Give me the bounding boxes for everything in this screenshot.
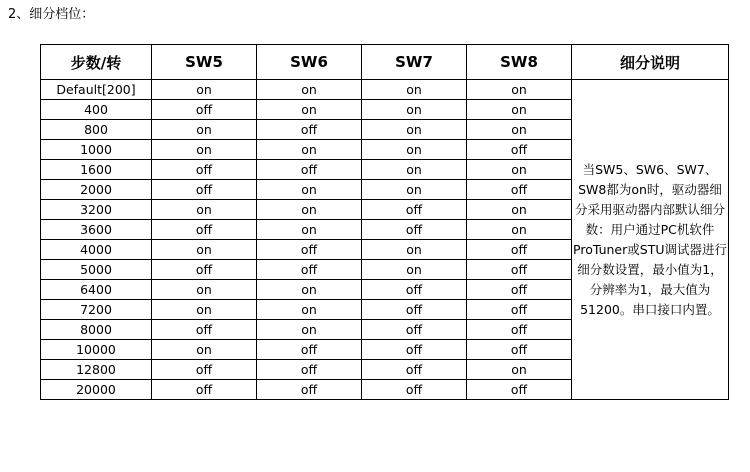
cell-sw6: on: [257, 80, 362, 100]
cell-sw6: off: [257, 360, 362, 380]
cell-sw5: on: [152, 280, 257, 300]
cell-steps: 6400: [41, 280, 152, 300]
cell-sw6: off: [257, 260, 362, 280]
cell-sw5: off: [152, 260, 257, 280]
cell-sw8: on: [467, 160, 572, 180]
cell-sw6: off: [257, 160, 362, 180]
cell-sw7: on: [362, 100, 467, 120]
cell-sw6: on: [257, 140, 362, 160]
subdivision-table-container: [40, 44, 727, 400]
cell-sw8: on: [467, 200, 572, 220]
section-title: 2、细分档位：: [8, 7, 95, 22]
cell-sw8: off: [467, 240, 572, 260]
cell-sw8: off: [467, 340, 572, 360]
cell-steps: 20000: [41, 380, 152, 400]
cell-sw8: off: [467, 280, 572, 300]
table-header-row: [41, 45, 729, 80]
cell-sw7: on: [362, 180, 467, 200]
cell-sw5: off: [152, 100, 257, 120]
cell-sw7: off: [362, 200, 467, 220]
cell-sw7: off: [362, 340, 467, 360]
cell-sw8: on: [467, 360, 572, 380]
cell-sw5: off: [152, 360, 257, 380]
cell-sw7: on: [362, 140, 467, 160]
cell-sw7: off: [362, 360, 467, 380]
cell-sw6: on: [257, 180, 362, 200]
column-header-steps: 步数/转: [41, 45, 152, 80]
cell-sw5: off: [152, 220, 257, 240]
cell-sw7: on: [362, 80, 467, 100]
table-header: [41, 45, 729, 80]
column-header-note: 细分说明: [572, 45, 729, 80]
cell-sw6: on: [257, 280, 362, 300]
cell-sw8: off: [467, 260, 572, 280]
cell-sw7: off: [362, 300, 467, 320]
cell-sw6: off: [257, 380, 362, 400]
cell-sw6: off: [257, 340, 362, 360]
cell-sw8: off: [467, 140, 572, 160]
cell-sw8: off: [467, 180, 572, 200]
cell-sw8: off: [467, 320, 572, 340]
cell-sw5: on: [152, 80, 257, 100]
cell-sw8: on: [467, 220, 572, 240]
column-header-sw6: SW6: [257, 45, 362, 80]
cell-note: [572, 80, 729, 400]
cell-steps: 1000: [41, 140, 152, 160]
cell-sw6: on: [257, 200, 362, 220]
column-header-sw8: SW8: [467, 45, 572, 80]
cell-steps: 10000: [41, 340, 152, 360]
subdivision-table: [40, 44, 729, 400]
cell-sw8: off: [467, 380, 572, 400]
note-text: 当SW5、SW6、SW7、SW8都为on时，驱动器细分采用驱动器内部默认细分数：用户通过PC机软件ProTuner或STU调试器进行细分数设置，最小值为1，分辨率为1，最大值为51200。串口接口内置。: [573, 161, 727, 317]
cell-sw7: on: [362, 240, 467, 260]
cell-sw7: on: [362, 260, 467, 280]
cell-sw5: off: [152, 320, 257, 340]
cell-sw5: on: [152, 240, 257, 260]
cell-sw6: off: [257, 240, 362, 260]
cell-sw7: off: [362, 380, 467, 400]
cell-steps: 5000: [41, 260, 152, 280]
cell-sw5: on: [152, 120, 257, 140]
cell-steps: 2000: [41, 180, 152, 200]
cell-sw6: on: [257, 220, 362, 240]
cell-sw7: off: [362, 320, 467, 340]
cell-sw8: on: [467, 120, 572, 140]
column-header-sw5: SW5: [152, 45, 257, 80]
cell-sw8: on: [467, 100, 572, 120]
cell-steps: 8000: [41, 320, 152, 340]
cell-steps: Default[200]: [41, 80, 152, 100]
cell-steps: 800: [41, 120, 152, 140]
cell-steps: 400: [41, 100, 152, 120]
cell-steps: 4000: [41, 240, 152, 260]
cell-sw5: off: [152, 380, 257, 400]
cell-steps: 3600: [41, 220, 152, 240]
cell-sw6: on: [257, 300, 362, 320]
table-row: [41, 80, 729, 100]
cell-sw5: on: [152, 340, 257, 360]
column-header-sw7: SW7: [362, 45, 467, 80]
cell-sw6: on: [257, 320, 362, 340]
cell-sw5: on: [152, 200, 257, 220]
cell-sw5: off: [152, 160, 257, 180]
cell-sw8: off: [467, 300, 572, 320]
cell-steps: 1600: [41, 160, 152, 180]
cell-sw5: on: [152, 300, 257, 320]
cell-sw7: on: [362, 160, 467, 180]
cell-sw7: on: [362, 120, 467, 140]
cell-steps: 12800: [41, 360, 152, 380]
cell-steps: 3200: [41, 200, 152, 220]
cell-sw6: off: [257, 120, 362, 140]
cell-sw8: on: [467, 80, 572, 100]
cell-sw7: off: [362, 220, 467, 240]
cell-sw5: on: [152, 140, 257, 160]
cell-steps: 7200: [41, 300, 152, 320]
cell-sw6: on: [257, 100, 362, 120]
cell-sw5: off: [152, 180, 257, 200]
table-body: [41, 80, 729, 400]
cell-sw7: off: [362, 280, 467, 300]
